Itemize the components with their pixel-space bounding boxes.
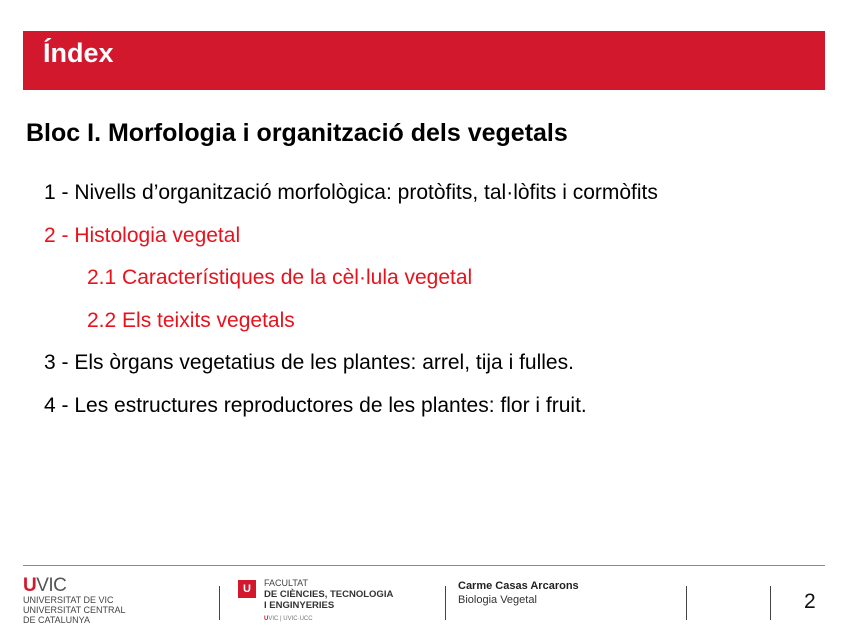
faculty-line-3: I ENGINYERIES <box>264 600 335 611</box>
course-name: Biologia Vegetal <box>458 594 537 606</box>
uvic-name-line-1: UNIVERSITAT DE VIC <box>23 595 114 605</box>
footer-separator <box>770 586 771 620</box>
footer-separator <box>686 586 687 620</box>
uvic-name-line-2: UNIVERSITAT CENTRAL <box>23 605 126 615</box>
uvic-logo <box>23 576 126 625</box>
faculty-line-1: FACULTAT <box>264 578 309 588</box>
page-number: 2 <box>804 590 816 613</box>
faculty-tagline: UVIC | UVIC·UCC <box>264 616 313 622</box>
author-block <box>458 580 579 607</box>
footer-divider <box>23 565 825 566</box>
slide-title: Índex <box>43 38 114 68</box>
uvic-mark-u: U <box>23 575 37 596</box>
toc-item-1: 1 - Nivells d’organització morfològica: protòfits, tal·lòfits i cormòfits <box>44 181 658 204</box>
toc-item-3: 3 - Els òrgans vegetatius de les plantes: arrel, tija i fulles. <box>44 351 574 374</box>
toc-item-4: 4 - Les estructures reproductores de les plantes: flor i fruit. <box>44 394 587 417</box>
header-bar <box>23 31 825 90</box>
uvic-mark-vic: VIC <box>36 575 67 596</box>
faculty-u-icon: U <box>238 580 256 598</box>
toc-item-2: 2 - Histologia vegetal <box>44 224 241 247</box>
toc-item-2-1: 2.1 Característiques de la cèl·lula vegetal <box>87 266 473 289</box>
footer-separator <box>445 586 446 620</box>
toc-item-2-2: 2.2 Els teixits vegetals <box>87 309 295 332</box>
author-name: Carme Casas Arcarons <box>458 580 579 592</box>
faculty-line-2: DE CIÈNCIES, TECNOLOGIA <box>264 589 394 600</box>
uvic-name-line-3: DE CATALUNYA <box>23 615 91 625</box>
footer-separator <box>219 586 220 620</box>
section-title: Bloc I. Morfologia i organització dels vegetals <box>26 119 568 147</box>
